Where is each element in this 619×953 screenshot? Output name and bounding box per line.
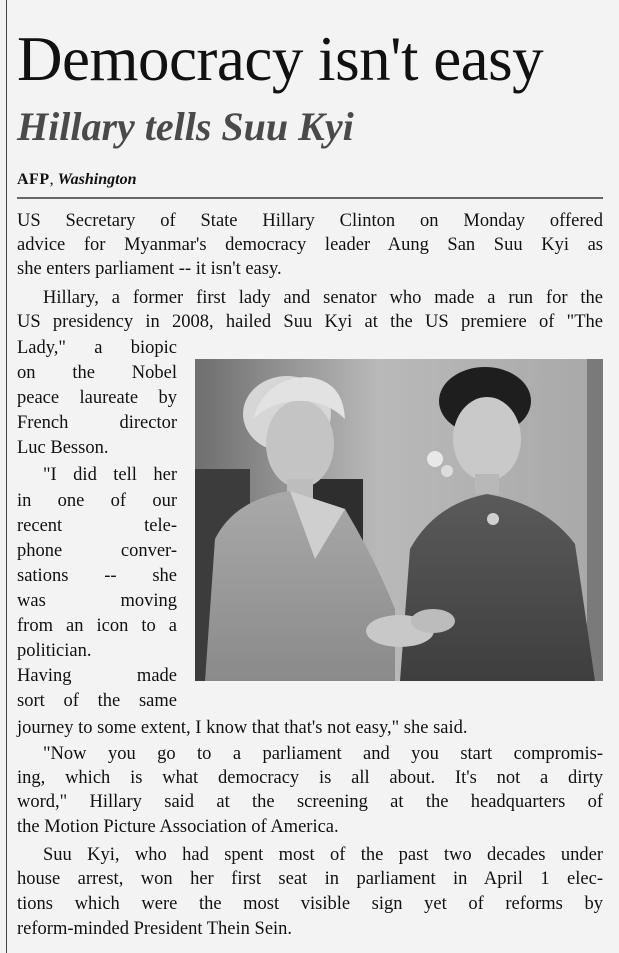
body-line: word," Hillary said at the screening at the headquarters of: [17, 792, 603, 812]
photo-illustration: [195, 359, 603, 681]
byline-agency: AFP: [17, 171, 50, 188]
body-line: the Motion Picture Association of America.: [17, 817, 339, 837]
body-line: US presidency in 2008, hailed Suu Kyi at the US premiere of "The: [17, 312, 603, 332]
body-line: "I did tell her: [43, 465, 177, 485]
column-rule: [6, 0, 7, 953]
body-line: Having made: [17, 666, 177, 686]
body-line: peace laureate by: [17, 388, 177, 408]
body-line: Hillary, a former first lady and senator who made a run for the: [43, 288, 603, 308]
headline: Democracy isn't easy: [17, 24, 544, 94]
subheadline: Hillary tells Suu Kyi: [17, 104, 354, 149]
body-line: advice for Myanmar's democracy leader Aung San Suu Kyi as: [17, 235, 603, 255]
body-line: US Secretary of State Hillary Clinton on Monday offered: [17, 211, 603, 231]
body-line: sations -- she: [17, 566, 177, 586]
body-line: phone conver-: [17, 541, 177, 561]
body-line: on the Nobel: [17, 363, 177, 383]
body-line: she enters parliament -- it isn't easy.: [17, 259, 282, 279]
byline-divider: [17, 197, 603, 199]
body-line: tions which were the most visible sign yet of reforms by: [17, 894, 603, 914]
body-line: Lady," a biopic: [17, 338, 177, 358]
byline-separator: ,: [49, 171, 54, 188]
body-line: in one of our: [17, 491, 177, 511]
byline: [17, 170, 136, 190]
body-line: from an icon to a: [17, 616, 177, 636]
body-line: Luc Besson.: [17, 438, 109, 458]
body-line: Suu Kyi, who had spent most of the past two decades under: [43, 845, 603, 865]
body-line: house arrest, won her first seat in parliament in April 1 elec-: [17, 869, 603, 889]
body-line: "Now you go to a parliament and you start compromis-: [43, 744, 603, 764]
body-line: was moving: [17, 591, 177, 611]
body-line: French director: [17, 413, 177, 433]
byline-dateline: Washington: [57, 171, 137, 188]
body-line: journey to some extent, I know that that's not easy," she said.: [17, 718, 468, 738]
body-line: politician.: [17, 641, 92, 661]
body-line: recent tele-: [17, 516, 177, 536]
body-line: ing, which is what democracy is all about. It's not a dirty: [17, 768, 603, 788]
body-line: reform-minded President Thein Sein.: [17, 919, 293, 939]
article-photo: [195, 359, 603, 681]
body-line: sort of the same: [17, 691, 177, 711]
